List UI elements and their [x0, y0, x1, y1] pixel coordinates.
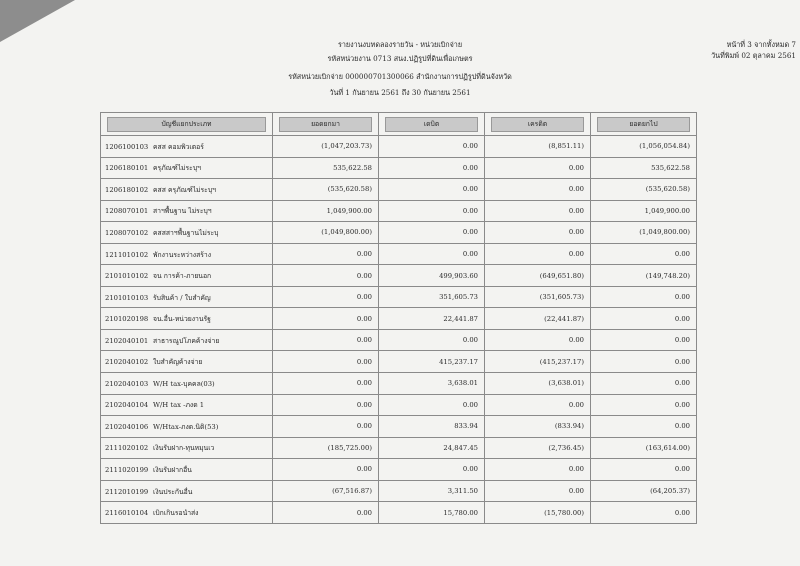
brought-forward-cell: 0.00 [273, 351, 379, 373]
account-code: 2116010104 [105, 509, 149, 518]
account-cell [101, 480, 273, 502]
scan-corner-fold [0, 0, 75, 42]
carried-forward-cell: 0.00 [591, 329, 697, 351]
account-cell [101, 222, 273, 244]
carried-forward-cell: 0.00 [591, 394, 697, 416]
account-code: 2101010103 [105, 293, 149, 302]
debit-cell: 0.00 [379, 459, 485, 481]
account-name: เงินประกันอื่น [153, 487, 193, 496]
debit-cell: 22,441.87 [379, 308, 485, 330]
table-row [101, 243, 697, 265]
brought-forward-cell: 0.00 [273, 373, 379, 395]
debit-cell: 0.00 [379, 179, 485, 201]
page-number: หน้าที่ 3 จากทั้งหมด 7 [726, 40, 796, 49]
account-name: สาฯพื้นฐาน ไม่ระบุฯ [153, 207, 212, 216]
debit-cell: 0.00 [379, 329, 485, 351]
account-name: จน.อื่น-หน่วยงานรัฐ [153, 315, 211, 324]
table-row [101, 351, 697, 373]
account-cell [101, 286, 273, 308]
credit-cell: (833.94) [485, 416, 591, 438]
debit-cell: 0.00 [379, 243, 485, 265]
carried-forward-cell: 0.00 [591, 416, 697, 438]
disbursing-unit-line: รหัสหน่วยเบิกจ่าย 000000701300066 สำนักงานการปฏิรูปที่ดินจังหวัด [288, 72, 512, 81]
credit-cell: 0.00 [485, 157, 591, 179]
trial-balance-table [100, 112, 697, 524]
brought-forward-cell: 0.00 [273, 502, 379, 524]
brought-forward-cell: 0.00 [273, 459, 379, 481]
account-cell [101, 459, 273, 481]
account-code: 2111020199 [105, 465, 149, 474]
credit-cell: 0.00 [485, 222, 591, 244]
debit-cell: 0.00 [379, 157, 485, 179]
carried-forward-cell: (1,049,800.00) [591, 222, 697, 244]
table-row [101, 222, 697, 244]
table-header-row [101, 113, 697, 136]
print-date: วันที่พิมพ์ 02 ตุลาคม 2561 [711, 51, 796, 60]
account-name: ใบสำคัญค้างจ่าย [153, 358, 203, 367]
debit-cell: 833.94 [379, 416, 485, 438]
carried-forward-cell: (1,056,054.84) [591, 136, 697, 158]
debit-cell: 0.00 [379, 136, 485, 158]
brought-forward-cell: 535,622.58 [273, 157, 379, 179]
carried-forward-cell: (163,614.00) [591, 437, 697, 459]
credit-cell: (3,638.01) [485, 373, 591, 395]
table-row [101, 373, 697, 395]
table-row [101, 329, 697, 351]
account-code: 2101020198 [105, 315, 149, 324]
carried-forward-cell: 0.00 [591, 502, 697, 524]
table-row [101, 136, 697, 158]
account-cell [101, 502, 273, 524]
carried-forward-cell: 0.00 [591, 286, 697, 308]
header-account: บัญชีแยกประเภท [101, 113, 273, 136]
credit-cell: 0.00 [485, 179, 591, 201]
carried-forward-cell: (64,205.37) [591, 480, 697, 502]
carried-forward-cell: 0.00 [591, 308, 697, 330]
account-cell [101, 200, 273, 222]
header-debit: เดบิต [379, 113, 485, 136]
table-row [101, 394, 697, 416]
table-row [101, 308, 697, 330]
report-period: วันที่ 1 กันยายน 2561 ถึง 30 กันยายน 2561 [329, 88, 471, 97]
carried-forward-cell: 0.00 [591, 459, 697, 481]
account-name: เบิกเกินรอนำส่ง [153, 509, 199, 518]
account-code: 1211010102 [105, 250, 149, 259]
table-row [101, 480, 697, 502]
account-name: W/H tax-บุคคล(03) [153, 379, 215, 388]
header-credit: เครดิต [485, 113, 591, 136]
debit-cell: 0.00 [379, 200, 485, 222]
account-name: สาธารณูปโภคค้างจ่าย [153, 336, 220, 345]
account-code: 2111020102 [105, 444, 149, 453]
carried-forward-cell: (149,748.20) [591, 265, 697, 287]
credit-cell: 0.00 [485, 200, 591, 222]
table-row [101, 200, 697, 222]
carried-forward-cell: 0.00 [591, 373, 697, 395]
account-name: จน การค้า-ภายนอก [153, 272, 212, 281]
account-cell [101, 136, 273, 158]
account-cell [101, 243, 273, 265]
brought-forward-cell: (1,047,203.73) [273, 136, 379, 158]
account-cell [101, 416, 273, 438]
account-code: 2102040104 [105, 401, 149, 410]
credit-cell: (2,736.45) [485, 437, 591, 459]
credit-cell: (15,780.00) [485, 502, 591, 524]
credit-cell: 0.00 [485, 459, 591, 481]
credit-cell: (649,651.80) [485, 265, 591, 287]
debit-cell: 15,780.00 [379, 502, 485, 524]
account-cell [101, 308, 273, 330]
account-name: รับสินค้า / ใบสำคัญ [153, 293, 211, 302]
header-carried-forward: ยอดยกไป [591, 113, 697, 136]
account-cell [101, 351, 273, 373]
header-brought-forward: ยอดยกมา [273, 113, 379, 136]
debit-cell: 24,847.45 [379, 437, 485, 459]
account-name: W/Htax-ภงด.นิติ(53) [153, 422, 219, 431]
table-row [101, 437, 697, 459]
carried-forward-cell: 535,622.58 [591, 157, 697, 179]
brought-forward-cell: (535,620.58) [273, 179, 379, 201]
account-name: เงินรับฝาก-ทุนหมุนเว [153, 444, 215, 453]
debit-cell: 415,237.17 [379, 351, 485, 373]
account-cell [101, 329, 273, 351]
account-code: 1208070101 [105, 207, 149, 216]
table-row [101, 416, 697, 438]
debit-cell: 0.00 [379, 222, 485, 244]
account-name: เงินรับฝากอื่น [153, 465, 192, 474]
brought-forward-cell: 0.00 [273, 265, 379, 287]
brought-forward-cell: 0.00 [273, 308, 379, 330]
account-name: คสส คอมพิวเตอร์ [153, 142, 204, 151]
account-name: คสสสาฯพื้นฐานไม่ระบุ [153, 228, 219, 237]
account-code: 1206100103 [105, 142, 149, 151]
table-row [101, 265, 697, 287]
account-code: 2101010102 [105, 272, 149, 281]
carried-forward-cell: 1,049,900.00 [591, 200, 697, 222]
debit-cell: 3,638.01 [379, 373, 485, 395]
account-name: ครุภัณฑ์ไม่ระบุฯ [153, 164, 201, 173]
account-code: 2102040106 [105, 422, 149, 431]
credit-cell: 0.00 [485, 394, 591, 416]
table-row [101, 502, 697, 524]
account-code: 1206180101 [105, 164, 149, 173]
credit-cell: (22,441.87) [485, 308, 591, 330]
credit-cell: (415,237.17) [485, 351, 591, 373]
debit-cell: 0.00 [379, 394, 485, 416]
account-name: พักงานระหว่างสร้าง [153, 250, 212, 259]
debit-cell: 351,605.73 [379, 286, 485, 308]
brought-forward-cell: 0.00 [273, 243, 379, 265]
account-cell [101, 394, 273, 416]
brought-forward-cell: (67,516.87) [273, 480, 379, 502]
account-code: 1206180102 [105, 185, 149, 194]
brought-forward-cell: (1,049,800.00) [273, 222, 379, 244]
account-code: 2102040102 [105, 358, 149, 367]
table-row [101, 286, 697, 308]
brought-forward-cell: 0.00 [273, 286, 379, 308]
account-cell [101, 265, 273, 287]
account-cell [101, 437, 273, 459]
credit-cell: 0.00 [485, 480, 591, 502]
account-cell [101, 373, 273, 395]
account-code: 2102040103 [105, 379, 149, 388]
account-code: 2112010199 [105, 487, 149, 496]
brought-forward-cell: 0.00 [273, 329, 379, 351]
credit-cell: (8,851.11) [485, 136, 591, 158]
credit-cell: 0.00 [485, 243, 591, 265]
account-cell [101, 179, 273, 201]
account-name: W/H tax -ภงด 1 [153, 401, 205, 410]
table-row [101, 157, 697, 179]
carried-forward-cell: 0.00 [591, 243, 697, 265]
carried-forward-cell: (535,620.58) [591, 179, 697, 201]
table-row [101, 179, 697, 201]
debit-cell: 499,903.60 [379, 265, 485, 287]
debit-cell: 3,311.50 [379, 480, 485, 502]
table-row [101, 459, 697, 481]
brought-forward-cell: 0.00 [273, 394, 379, 416]
account-name: คสส ครุภัณฑ์ไม่ระบุฯ [153, 185, 216, 194]
account-code: 1208070102 [105, 228, 149, 237]
credit-cell: (351,605.73) [485, 286, 591, 308]
account-code: 2102040101 [105, 336, 149, 345]
account-cell [101, 157, 273, 179]
report-title: รายงานงบทดลองรายวัน - หน่วยเบิกจ่าย [337, 40, 463, 49]
agency-line: รหัสหน่วยงาน 0713 สนง.ปฏิรูปที่ดินเพื่อเกษตร [327, 54, 473, 63]
carried-forward-cell: 0.00 [591, 351, 697, 373]
brought-forward-cell: 1,049,900.00 [273, 200, 379, 222]
brought-forward-cell: 0.00 [273, 416, 379, 438]
credit-cell: 0.00 [485, 329, 591, 351]
brought-forward-cell: (185,725.00) [273, 437, 379, 459]
